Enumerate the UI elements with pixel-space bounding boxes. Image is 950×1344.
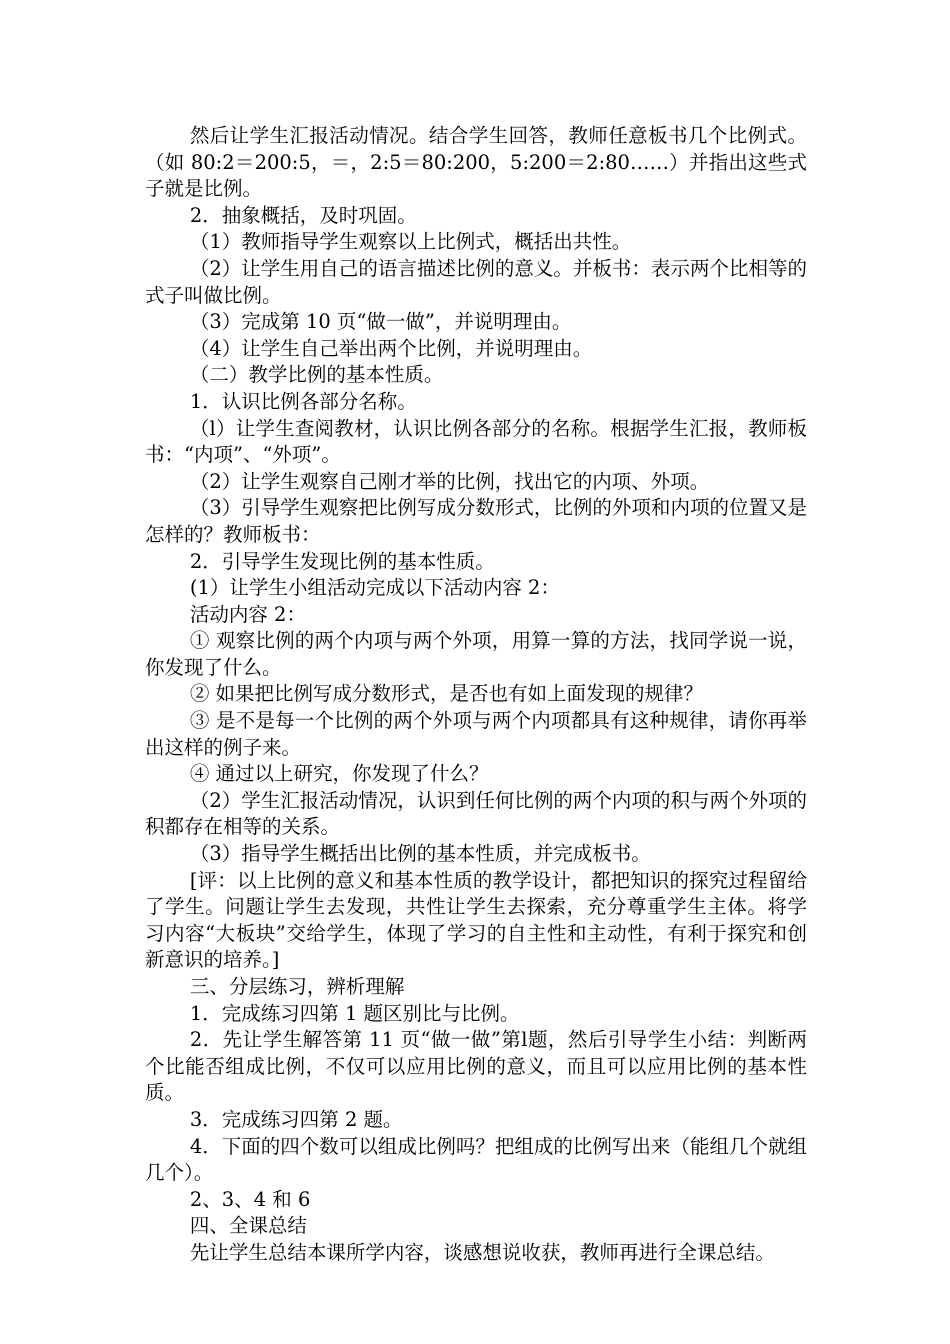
paragraph-activity-point-4: ④ 通过以上研究，你发现了什么？: [189, 762, 489, 786]
paragraph-item-4-examples: （4）让学生自己举出两个比例，并说明理由。: [189, 336, 593, 360]
paragraph-item-1-observe: （1）教师指导学生观察以上比例式，概括出共性。: [189, 230, 632, 254]
paragraph-practice-numbers: 2、3、4 和 6: [189, 1187, 311, 1211]
paragraph-step-2-abstract: 2．抽象概括，及时巩固。: [189, 203, 417, 227]
section-heading-basic-property: （二）教学比例的基本性质。: [189, 363, 444, 387]
paragraph-activity-point-3: ③ 是不是每一个比例的两个外项与两个内项都具有这种规律，请你再举出这样的例子来。: [145, 709, 807, 759]
paragraph-practice-3: 3．完成练习四第 2 题。: [189, 1107, 403, 1131]
section-heading-practice: 三、分层练习，辨析理解: [189, 975, 405, 998]
paragraph-practice-4: 4．下面的四个数可以组成比例吗？把组成的比例写出来（能组几个就组几个）。: [145, 1134, 807, 1185]
paragraph-activity-label: 活动内容 2：: [189, 602, 306, 626]
paragraph-step-2-discover: 2．引导学生发现比例的基本性质。: [189, 549, 495, 573]
paragraph-activity-point-2: ② 如果把比例写成分数形式，是否也有如上面发现的规律？: [189, 682, 704, 706]
paragraph-item-1-textbook: （l）让学生查阅教材，认识比例各部分的名称。根据学生汇报，教师板书：“内项”、“外项”。: [145, 416, 807, 467]
paragraph-item-3-exercise: （3）完成第 10 页“做一做”，并说明理由。: [189, 310, 572, 334]
paragraph-practice-2: 2．先让学生解答第 11 页“做一做”第l题，然后引导学生小结：判断两个比能否组成比例，不仅可以应用比例的意义，而且可以应用比例的基本性质。: [145, 1028, 807, 1105]
paragraph-commentary: [评：以上比例的意义和基本性质的教学设计，都把知识的探究过程留给了学生。问题让学生去发现，共性让学生去探索，充分尊重学生主体。将学习内容“大板块”交给学生，体现了学习的自主性和主动性，有利于探究和创新意识的培养。]: [145, 868, 807, 972]
paragraph-item-2-describe: （2）让学生用自己的语言描述比例的意义。并板书：表示两个比相等的式子叫做比例。: [145, 256, 807, 307]
paragraph-report-summary: 然后让学生汇报活动情况。结合学生回答，教师任意板书几个比例式。（如 80:2＝200:5，＝，2:5＝80:200，5:200＝2:80……）并指出这些式子就是比例。: [145, 124, 807, 201]
paragraph-item-3-summarize: （3）指导学生概括出比例的基本性质，并完成板书。: [189, 842, 651, 866]
paragraph-item-2-terms: （2）让学生观察自己刚才举的比例，找出它的内项、外项。: [189, 469, 710, 493]
paragraph-item-1-group-activity: (1）让学生小组活动完成以下活动内容 2：: [189, 576, 560, 600]
paragraph-activity-point-1: ① 观察比例的两个内项与两个外项，用算一算的方法，找同学说一说，你发现了什么。: [145, 629, 807, 679]
paragraph-step-1-names: 1．认识比例各部分名称。: [189, 389, 417, 413]
paragraph-item-2-report: （2）学生汇报活动情况，认识到任何比例的两个内项的积与两个外项的积都存在相等的关系。: [145, 788, 807, 839]
document-body: [145, 123, 807, 1267]
paragraph-summary: 先让学生总结本课所学内容，谈感想说收获，教师再进行全课总结。: [189, 1240, 775, 1264]
paragraph-item-3-fraction-form: （3）引导学生观察把比例写成分数形式，比例的外项和内项的位置又是怎样的？教师板书：: [145, 496, 807, 546]
paragraph-practice-1: 1．完成练习四第 1 题区别比与比例。: [189, 1001, 520, 1025]
section-heading-summary: 四、全课总结: [189, 1214, 307, 1238]
